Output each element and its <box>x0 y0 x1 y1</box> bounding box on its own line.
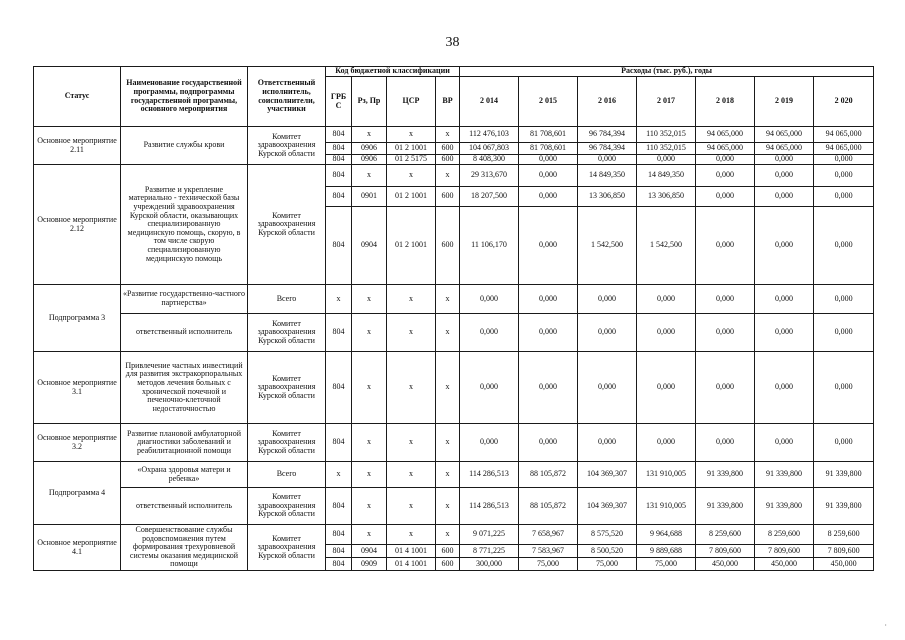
name-cell: ответственный исполнитель <box>121 488 248 525</box>
amount-cell: 11 106,170 <box>460 207 519 285</box>
grbs-cell: 804 <box>326 314 352 352</box>
csr-cell: х <box>387 424 436 462</box>
amount-cell: 104 067,803 <box>460 143 519 155</box>
executor-cell: Комитет здравоохранения Курской области <box>248 352 326 424</box>
amount-cell: 0,000 <box>696 155 755 165</box>
amount-cell: 0,000 <box>578 424 637 462</box>
table-row <box>34 127 874 143</box>
amount-cell: 0,000 <box>696 187 755 207</box>
header-year: 2 020 <box>814 77 874 127</box>
amount-cell: 94 065,000 <box>696 143 755 155</box>
amount-cell: 114 286,513 <box>460 488 519 525</box>
grbs-cell: 804 <box>326 352 352 424</box>
amount-cell: 300,000 <box>460 558 519 571</box>
header-grbs: ГРБ С <box>326 77 352 127</box>
status-cell: Подпрограмма 3 <box>34 285 121 352</box>
vr-cell: х <box>436 424 460 462</box>
grbs-cell: 804 <box>326 525 352 545</box>
table-row <box>34 352 874 424</box>
amount-cell: 8 408,300 <box>460 155 519 165</box>
amount-cell: 104 369,307 <box>578 462 637 488</box>
amount-cell: 7 809,600 <box>814 545 874 558</box>
amount-cell: 0,000 <box>755 165 814 187</box>
budget-table <box>33 66 874 571</box>
executor-cell: Всего <box>248 462 326 488</box>
amount-cell: 0,000 <box>814 187 874 207</box>
amount-cell: 0,000 <box>519 424 578 462</box>
header-status: Статус <box>34 67 121 127</box>
amount-cell: 0,000 <box>755 352 814 424</box>
amount-cell: 14 849,350 <box>578 165 637 187</box>
amount-cell: 9 964,688 <box>637 525 696 545</box>
grbs-cell: 804 <box>326 424 352 462</box>
status-cell: Основное мероприятие 2.12 <box>34 165 121 285</box>
rzpr-cell: 0901 <box>352 187 387 207</box>
header-year: 2 015 <box>519 77 578 127</box>
rzpr-cell: х <box>352 285 387 314</box>
amount-cell: 96 784,394 <box>578 127 637 143</box>
name-cell: ответственный исполнитель <box>121 314 248 352</box>
amount-cell: 81 708,601 <box>519 143 578 155</box>
vr-cell: х <box>436 352 460 424</box>
csr-cell: 01 2 1001 <box>387 207 436 285</box>
amount-cell: 0,000 <box>814 352 874 424</box>
amount-cell: 81 708,601 <box>519 127 578 143</box>
amount-cell: 0,000 <box>578 352 637 424</box>
csr-cell: х <box>387 525 436 545</box>
vr-cell: 600 <box>436 207 460 285</box>
amount-cell: 75,000 <box>578 558 637 571</box>
header-year: 2 017 <box>637 77 696 127</box>
table-row <box>34 488 874 525</box>
amount-cell: 91 339,800 <box>696 488 755 525</box>
amount-cell: 450,000 <box>696 558 755 571</box>
amount-cell: 0,000 <box>696 207 755 285</box>
amount-cell: 13 306,850 <box>578 187 637 207</box>
header-budget-code: Код бюджетной классификации <box>326 67 460 77</box>
amount-cell: 0,000 <box>519 155 578 165</box>
amount-cell: 0,000 <box>755 424 814 462</box>
rzpr-cell: х <box>352 314 387 352</box>
amount-cell: 91 339,800 <box>814 462 874 488</box>
amount-cell: 88 105,872 <box>519 462 578 488</box>
header-year: 2 014 <box>460 77 519 127</box>
grbs-cell: х <box>326 285 352 314</box>
rzpr-cell: 0909 <box>352 558 387 571</box>
grbs-cell: 804 <box>326 187 352 207</box>
amount-cell: 29 313,670 <box>460 165 519 187</box>
table-row <box>34 525 874 545</box>
rzpr-cell: 0904 <box>352 207 387 285</box>
amount-cell: 0,000 <box>637 352 696 424</box>
amount-cell: 110 352,015 <box>637 127 696 143</box>
vr-cell: х <box>436 127 460 143</box>
amount-cell: 94 065,000 <box>814 127 874 143</box>
amount-cell: 0,000 <box>755 285 814 314</box>
csr-cell: х <box>387 165 436 187</box>
amount-cell: 104 369,307 <box>578 488 637 525</box>
vr-cell: х <box>436 285 460 314</box>
header-name: Наименование государственной программы, подпрограммы государственной программы, основного мероприятия <box>121 67 248 127</box>
name-cell: Развитие плановой амбулаторной диагностики заболеваний и реабилитационной помощи <box>121 424 248 462</box>
amount-cell: 1 542,500 <box>578 207 637 285</box>
table-row <box>34 285 874 314</box>
rzpr-cell: х <box>352 165 387 187</box>
amount-cell: 0,000 <box>460 285 519 314</box>
amount-cell: 0,000 <box>814 165 874 187</box>
header-vr: ВР <box>436 77 460 127</box>
amount-cell: 450,000 <box>814 558 874 571</box>
amount-cell: 88 105,872 <box>519 488 578 525</box>
csr-cell: 01 4 1001 <box>387 545 436 558</box>
csr-cell: 01 2 1001 <box>387 143 436 155</box>
amount-cell: 0,000 <box>519 187 578 207</box>
grbs-cell: 804 <box>326 558 352 571</box>
grbs-cell: 804 <box>326 488 352 525</box>
csr-cell: х <box>387 314 436 352</box>
csr-cell: 01 4 1001 <box>387 558 436 571</box>
vr-cell: 600 <box>436 545 460 558</box>
header-expenses: Расходы (тыс. руб.), годы <box>460 67 874 77</box>
amount-cell: 91 339,800 <box>696 462 755 488</box>
grbs-cell: 804 <box>326 143 352 155</box>
status-cell: Основное мероприятие 3.1 <box>34 352 121 424</box>
name-cell: «Развитие государственно-частного партнерства» <box>121 285 248 314</box>
amount-cell: 110 352,015 <box>637 143 696 155</box>
amount-cell: 0,000 <box>519 314 578 352</box>
csr-cell: 01 2 5175 <box>387 155 436 165</box>
status-cell: Основное мероприятие 4.1 <box>34 525 121 571</box>
amount-cell: 0,000 <box>755 155 814 165</box>
vr-cell: 600 <box>436 143 460 155</box>
executor-cell: Комитет здравоохранения Курской области <box>248 165 326 285</box>
status-cell: Основное мероприятие 3.2 <box>34 424 121 462</box>
amount-cell: 91 339,800 <box>755 488 814 525</box>
amount-cell: 0,000 <box>696 285 755 314</box>
amount-cell: 0,000 <box>814 314 874 352</box>
amount-cell: 0,000 <box>637 314 696 352</box>
amount-cell: 8 575,520 <box>578 525 637 545</box>
amount-cell: 0,000 <box>696 314 755 352</box>
amount-cell: 112 476,103 <box>460 127 519 143</box>
scan-mark: · <box>884 621 887 630</box>
amount-cell: 8 259,600 <box>814 525 874 545</box>
amount-cell: 96 784,394 <box>578 143 637 155</box>
csr-cell: х <box>387 285 436 314</box>
amount-cell: 450,000 <box>755 558 814 571</box>
table-row <box>34 165 874 187</box>
amount-cell: 0,000 <box>755 207 814 285</box>
header-rzpr: Рз, Пр <box>352 77 387 127</box>
amount-cell: 0,000 <box>755 314 814 352</box>
amount-cell: 94 065,000 <box>696 127 755 143</box>
name-cell: Развитие службы крови <box>121 127 248 165</box>
vr-cell: х <box>436 165 460 187</box>
executor-cell: Всего <box>248 285 326 314</box>
header-csr: ЦСР <box>387 77 436 127</box>
executor-cell: Комитет здравоохранения Курской области <box>248 314 326 352</box>
grbs-cell: 804 <box>326 155 352 165</box>
grbs-cell: 804 <box>326 207 352 285</box>
rzpr-cell: х <box>352 127 387 143</box>
table-row <box>34 424 874 462</box>
vr-cell: х <box>436 525 460 545</box>
name-cell: «Охрана здоровья матери и ребенка» <box>121 462 248 488</box>
amount-cell: 0,000 <box>814 285 874 314</box>
amount-cell: 8 500,520 <box>578 545 637 558</box>
amount-cell: 131 910,005 <box>637 488 696 525</box>
amount-cell: 0,000 <box>460 314 519 352</box>
amount-cell: 0,000 <box>578 155 637 165</box>
grbs-cell: 804 <box>326 127 352 143</box>
amount-cell: 0,000 <box>519 207 578 285</box>
amount-cell: 1 542,500 <box>637 207 696 285</box>
csr-cell: х <box>387 352 436 424</box>
amount-cell: 0,000 <box>814 155 874 165</box>
amount-cell: 75,000 <box>637 558 696 571</box>
status-cell: Подпрограмма 4 <box>34 462 121 525</box>
amount-cell: 8 259,600 <box>696 525 755 545</box>
amount-cell: 18 207,500 <box>460 187 519 207</box>
amount-cell: 9 889,688 <box>637 545 696 558</box>
amount-cell: 131 910,005 <box>637 462 696 488</box>
vr-cell: х <box>436 488 460 525</box>
rzpr-cell: х <box>352 488 387 525</box>
grbs-cell: 804 <box>326 165 352 187</box>
table-body <box>34 127 874 571</box>
rzpr-cell: х <box>352 462 387 488</box>
grbs-cell: 804 <box>326 545 352 558</box>
vr-cell: 600 <box>436 155 460 165</box>
amount-cell: 0,000 <box>696 424 755 462</box>
rzpr-cell: 0906 <box>352 155 387 165</box>
csr-cell: 01 2 1001 <box>387 187 436 207</box>
vr-cell: х <box>436 462 460 488</box>
amount-cell: 0,000 <box>460 352 519 424</box>
header-year: 2 018 <box>696 77 755 127</box>
csr-cell: х <box>387 127 436 143</box>
amount-cell: 0,000 <box>696 165 755 187</box>
amount-cell: 7 809,600 <box>755 545 814 558</box>
amount-cell: 0,000 <box>637 285 696 314</box>
rzpr-cell: х <box>352 352 387 424</box>
name-cell: Привлечение частных инвестиций для развития экстракорпоральных методов лечения больных с хронической почечной и печеночно-клеточной недостаточностью <box>121 352 248 424</box>
amount-cell: 7 809,600 <box>696 545 755 558</box>
amount-cell: 94 065,000 <box>755 143 814 155</box>
amount-cell: 0,000 <box>637 155 696 165</box>
page-number: 38 <box>445 35 460 50</box>
executor-cell: Комитет здравоохранения Курской области <box>248 525 326 571</box>
amount-cell: 94 065,000 <box>814 143 874 155</box>
executor-cell: Комитет здравоохранения Курской области <box>248 424 326 462</box>
header-year: 2 019 <box>755 77 814 127</box>
table-row <box>34 314 874 352</box>
vr-cell: 600 <box>436 187 460 207</box>
amount-cell: 9 071,225 <box>460 525 519 545</box>
amount-cell: 0,000 <box>755 187 814 207</box>
grbs-cell: х <box>326 462 352 488</box>
executor-cell: Комитет здравоохранения Курской области <box>248 488 326 525</box>
amount-cell: 94 065,000 <box>755 127 814 143</box>
amount-cell: 91 339,800 <box>814 488 874 525</box>
amount-cell: 0,000 <box>519 165 578 187</box>
vr-cell: х <box>436 314 460 352</box>
csr-cell: х <box>387 462 436 488</box>
amount-cell: 7 658,967 <box>519 525 578 545</box>
amount-cell: 0,000 <box>460 424 519 462</box>
rzpr-cell: 0906 <box>352 143 387 155</box>
amount-cell: 8 259,600 <box>755 525 814 545</box>
amount-cell: 0,000 <box>578 314 637 352</box>
amount-cell: 8 771,225 <box>460 545 519 558</box>
amount-cell: 114 286,513 <box>460 462 519 488</box>
amount-cell: 0,000 <box>519 285 578 314</box>
amount-cell: 0,000 <box>637 424 696 462</box>
rzpr-cell: х <box>352 424 387 462</box>
header-executor: Ответственный исполнитель, соисполнители, участники <box>248 67 326 127</box>
amount-cell: 0,000 <box>696 352 755 424</box>
status-cell: Основное мероприятие 2.11 <box>34 127 121 165</box>
table-row <box>34 462 874 488</box>
amount-cell: 75,000 <box>519 558 578 571</box>
executor-cell: Комитет здравоохранения Курской области <box>248 127 326 165</box>
amount-cell: 0,000 <box>814 207 874 285</box>
amount-cell: 91 339,800 <box>755 462 814 488</box>
amount-cell: 7 583,967 <box>519 545 578 558</box>
amount-cell: 0,000 <box>519 352 578 424</box>
amount-cell: 0,000 <box>578 285 637 314</box>
name-cell: Развитие и укрепление материально - технической базы учреждений здравоохранения Курской области, оказывающих специализированную медицинскую помощь, скорую, в том числе скорую специализированную медицинскую помощь <box>121 165 248 285</box>
vr-cell: 600 <box>436 558 460 571</box>
header-year: 2 016 <box>578 77 637 127</box>
amount-cell: 0,000 <box>814 424 874 462</box>
rzpr-cell: х <box>352 525 387 545</box>
name-cell: Совершенствование службы родовспоможения путем формирования трехуровневой системы оказания медицинской помощи <box>121 525 248 571</box>
amount-cell: 13 306,850 <box>637 187 696 207</box>
csr-cell: х <box>387 488 436 525</box>
amount-cell: 14 849,350 <box>637 165 696 187</box>
rzpr-cell: 0904 <box>352 545 387 558</box>
